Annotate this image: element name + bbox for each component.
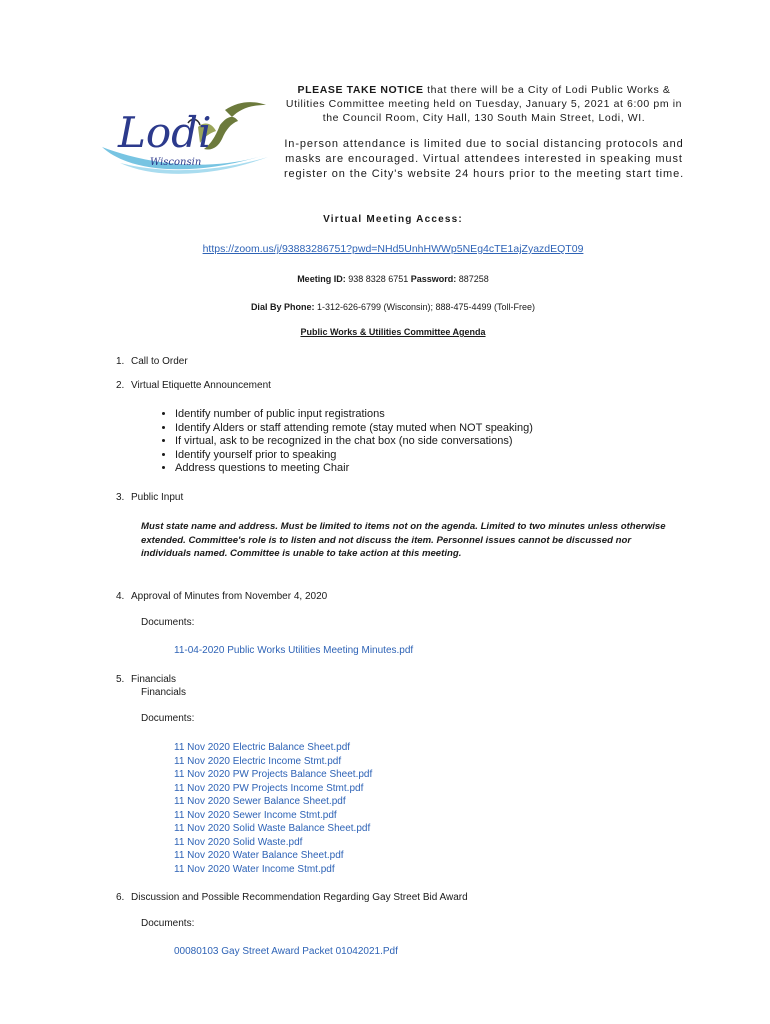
document-link[interactable]: 11 Nov 2020 PW Projects Income Stmt.pdf [174, 782, 364, 794]
list-item: • Identify number of public input registrations [175, 408, 533, 422]
document-link[interactable]: 11 Nov 2020 PW Projects Balance Sheet.pdf [174, 769, 373, 780]
document-link[interactable]: 11 Nov 2020 Sewer Balance Sheet.pdf [174, 796, 346, 807]
item-number: 3. [116, 492, 125, 503]
gay-street-document-link[interactable]: 00080103 Gay Street Award Packet 01042021.Pdf [174, 946, 398, 957]
minutes-document-link[interactable]: 11-04-2020 Public Works Utilities Meeting Minutes.pdf [174, 645, 414, 656]
document-link[interactable]: 11 Nov 2020 Electric Income Stmt.pdf [174, 755, 342, 767]
document-link[interactable]: 11 Nov 2020 Electric Balance Sheet.pdf [174, 742, 351, 753]
list-item: • Address questions to meeting Chair [175, 462, 533, 476]
document-link[interactable]: 11 Nov 2020 Water Balance Sheet.pdf [174, 850, 344, 861]
meeting-id-line [0, 274, 770, 284]
document-link[interactable]: 11 Nov 2020 Water Income Stmt.pdf [174, 863, 335, 875]
password-label: Password: [410, 274, 457, 284]
agenda-item-3 [116, 492, 183, 503]
document-link[interactable]: 11 Nov 2020 Solid Waste.pdf [174, 836, 303, 848]
etiquette-list [160, 408, 533, 476]
document-link[interactable]: 11 Nov 2020 Solid Waste Balance Sheet.pdf [174, 823, 371, 834]
agenda-item-1 [116, 356, 188, 367]
virtual-access-title: Virtual Meeting Access: [323, 214, 463, 225]
zoom-link[interactable]: https://zoom.us/j/93883286751?pwd=NHd5UnhHWWp5NEg4cTE1ajZyazdEQT09 [202, 243, 584, 255]
item-number: 6. [116, 892, 125, 903]
item-number: 2. [116, 380, 125, 391]
list-item: • If virtual, ask to be recognized in the chat box (no side conversations) [175, 435, 533, 449]
agenda-item-4 [116, 591, 327, 602]
notice-lead-rest: that there will be a City of Lodi Public Works & Utilities Committee meeting held on Tuesday, January 5, 2021 at 6:00 pm in the Council Room, City Hall, 130 South Main Street, Lodi, WI. [285, 84, 683, 124]
city-logo [100, 95, 270, 185]
documents-label: Documents: [141, 713, 195, 724]
item-number: 5. [116, 674, 125, 685]
item-text: Call to Order [131, 356, 188, 367]
agenda-item-2 [116, 380, 271, 391]
meeting-notice [278, 83, 690, 182]
list-item: • Identify Alders or staff attending remote (stay muted when NOT speaking) [175, 422, 533, 436]
documents-label: Documents: [141, 918, 195, 929]
notice-lead: PLEASE TAKE NOTICE [297, 84, 424, 96]
financials-subtitle: Financials [141, 687, 187, 698]
heron-logo-icon [100, 95, 270, 185]
item-number: 4. [116, 591, 125, 602]
dial-line [0, 302, 770, 312]
notice-paragraph [278, 83, 690, 125]
item-number: 1. [116, 356, 125, 367]
item-text: Financials [131, 674, 177, 685]
documents-label: Documents: [141, 617, 195, 628]
dial-label: Dial By Phone: [250, 302, 315, 312]
item-text: Virtual Etiquette Announcement [131, 380, 271, 391]
list-item: • Identify yourself prior to speaking [175, 449, 533, 463]
agenda-title: Public Works & Utilities Committee Agenda [300, 327, 486, 337]
meeting-id-value: 938 8328 6751 [345, 274, 411, 284]
agenda-item-5 [116, 674, 176, 685]
public-input-note: Must state name and address. Must be limited to items not on the agenda. Limited to two minutes unless otherwise extended. Committee's role is to listen and not discuss the item. Personnel issues cannot be discussed nor individuals named. Committee is unable to take action at this meeting. [141, 521, 666, 559]
password-value: 887258 [456, 274, 489, 284]
meeting-id-label: Meeting ID: [297, 274, 346, 284]
financials-document-list [174, 741, 372, 876]
svg-text:Wisconsin: Wisconsin [150, 157, 202, 168]
svg-text:Lodi: Lodi [118, 108, 212, 157]
item-text: Public Input [131, 492, 184, 503]
attendance-paragraph: In-person attendance is limited due to social distancing protocols and masks are encouraged. Virtual attendees interested in speaking must register on the City's website 24 hours prior to the meeting start time. [283, 138, 685, 180]
item-text: Discussion and Possible Recommendation Regarding Gay Street Bid Award [131, 892, 468, 903]
document-link[interactable]: 11 Nov 2020 Sewer Income Stmt.pdf [174, 809, 337, 821]
agenda-item-6 [116, 892, 468, 903]
item-text: Approval of Minutes from November 4, 2020 [131, 591, 328, 602]
dial-value: 1-312-626-6799 (Wisconsin); 888-475-4499 (Toll-Free) [314, 302, 536, 312]
